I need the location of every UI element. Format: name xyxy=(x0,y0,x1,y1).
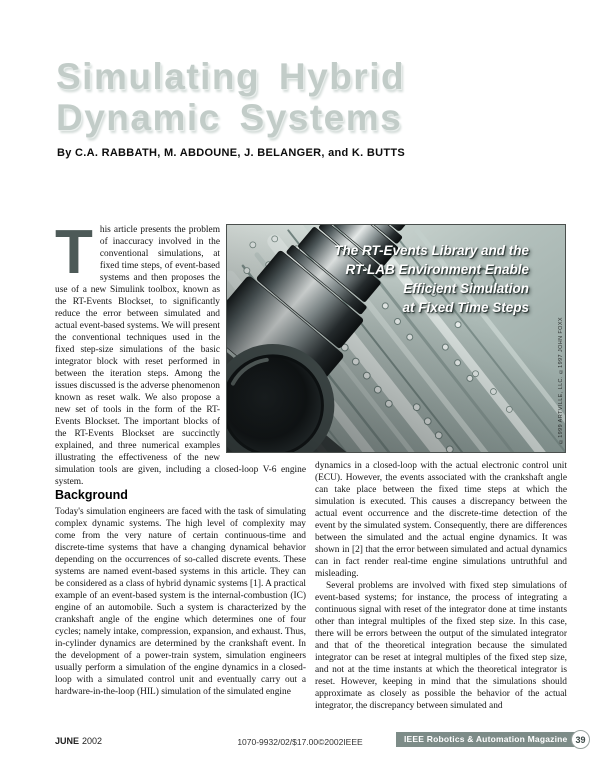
footer-issue-year: 2002 xyxy=(82,736,103,746)
right-column-paragraph-1: dynamics in a closed-loop with the actual electronic control unit (ECU). However, the events associated with the crankshaft angle can take place between the fixed time steps at which the simulation is executed. This causes a discrepancy between the actual event occurrence and the discrete-time detection of the event by the simulated system. Consequently, there are differences between the simulated and the actual engine dynamics. It was shown in [2] that the error between simulated and actual dynamics can in fact render real-time engine simulations untruthful and misleading. xyxy=(315,461,567,579)
abstract-paragraph xyxy=(55,218,306,487)
page-title xyxy=(56,56,405,138)
footer-issn: 1070-9932/02/$17.00©2002IEEE xyxy=(237,737,363,747)
photo-caption-line: at Fixed Time Steps xyxy=(402,300,529,315)
footer-page-number-badge: 39 xyxy=(571,730,590,749)
photo-caption-line: The RT-Events Library and the xyxy=(334,243,529,258)
photo-caption-line: RT-LAB Environment Enable xyxy=(345,262,529,277)
right-column-paragraph-2: Several problems are involved with fixed step simulations of event-based systems; for instance, the process of integrating a continuous signal with reset of the integrator done at time instants other than integral multiples of the fixed step size. In this case, there will be errors between the output of the simulated integrator and that of the theoretical integration because the simulated integrator can be reset at integral multiples of the fixed step size, and not at the time instants at which the theoretical integrator is reset. However, keeping in mind that the simulations should approximate as closely as possible the behavior of the actual integrator, the discrepancy between simulated and xyxy=(315,581,567,711)
abstract-text: his article presents the problem of inaccuracy involved in the conventional simulations, at fixed time steps, of event-based systems and then proposes the use of a new Simulink toolbox, known as the RT-Events Blockset, to significantly reduce the error between simulated and actual event-based systems. We will present the conventional techniques used in the fixed step-size simulations of the basic integrator block with reset performed in between the iteration steps. Among the issues discussed is the adverse phenomenon known as reset walk. We also propose a new set of tools in the form of the RT-Events Blockset. The important blocks of the RT-Events Blockset are succinctly explained, and three numerical examples illustrating the effectiveness of the new simulation tools are given, including a closed-loop V-6 engine system. xyxy=(55,225,306,487)
photo-credit: ©1999 ARTVILLE, LLC. ©1997 JOHN FOXX xyxy=(558,316,564,444)
background-paragraph: Today's simulation engineers are faced with the task of simulating complex dynamic systems. The high level of complexity may come from the very nature of certain continuous-time and discrete-time systems that have a changing dynamical behavior depending on the occurrences of so-called discrete events. These systems are named event-based systems in this article. They can be considered as a class of hybrid dynamic systems [1]. A practical example of an event-based system is the internal-combustion (IC) engine of an automobile. Such a system is characterized by the crankshaft angle of the engine which determines one of four cycles; namely intake, compression, expansion, and exhaust. Thus, in-cylinder dynamics are determined by the crankshaft event. In the development of a power-train system, simulation engineers usually perform a simulation of the engine dynamics in a closed-loop with a simulated control unit and eventually carry out a hardware-in-the-loop (HIL) simulation of the simulated engine xyxy=(55,507,306,697)
section-heading-background: Background xyxy=(55,488,128,502)
footer-issue-month: JUNE xyxy=(55,736,80,746)
photo-caption-line: Efficient Simulation xyxy=(403,281,529,296)
page-title-line1: Simulating Hybrid xyxy=(56,56,406,97)
photo-caption xyxy=(334,241,529,317)
page-title-line2: Dynamic Systems xyxy=(56,97,403,138)
left-column xyxy=(55,506,306,698)
dropcap: T xyxy=(55,218,93,287)
footer-magazine-bar: IEEE Robotics & Automation Magazine xyxy=(396,732,578,747)
byline: By C.A. RABBATH, M. ABDOUNE, J. BELANGER, and K. BUTTS xyxy=(57,147,406,159)
photo-wrap-spacer xyxy=(220,224,306,461)
right-column xyxy=(315,460,567,712)
